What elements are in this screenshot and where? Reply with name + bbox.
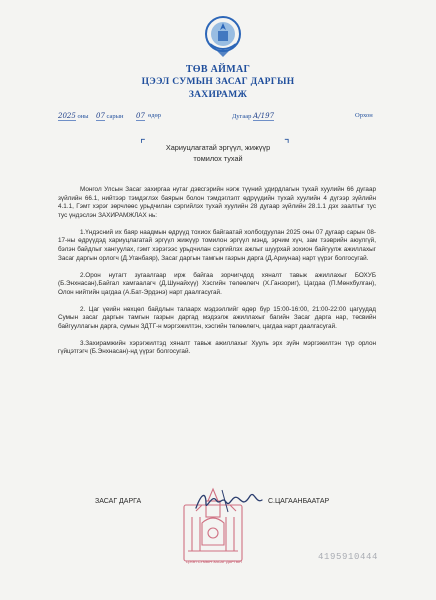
date-year-field [58, 112, 89, 121]
signatory-name: С.ЦАГААНБААТАР [268, 498, 330, 505]
signatory-title: ЗАСАГ ДАРГА [95, 498, 142, 505]
subject-bracket-left: ⌜ [140, 137, 146, 151]
body-item-1: 1.Үндэсний их баяр наадмын өдрүүд тохиох байгаатай холбогдуулан 2025 оны 07 дугаар сарын 08-17-ны өдрүүдэд хариуцлагатай эргүүл жижүүр томилон эргүүл мэнд, эрчим хүч, зам тээврийн аюулгүй, бэлэн байдлыг хангуулах, гэмт хэрэгээс урьдчилан сэргийлэх ажлыг шуурхай зохион байгуулж ажиллахыг Засаг даргын орлогч (Д.Уганбаяр), Засаг даргын тамгын газрын дарга (Д.Ариунаа) нарт үүрэг болгосугай. [58, 228, 376, 262]
body-item-4: 3.Захирамжийн хэрэгжилтэд хяналт тавьж ажиллахыг Хууль эрх зүйн мэргэжилтэн түр орлон гүйцэтгэгч (Б.Энхнасан)-нд үүрэг болгосугай. [58, 339, 376, 356]
document-place: Орхон [355, 112, 373, 119]
handwritten-signature-icon [192, 486, 266, 516]
subject-line-2: томилох тухай [193, 154, 243, 163]
serial-number: 4195910444 [318, 552, 379, 562]
seal-caption [186, 560, 242, 565]
seal-caption-line-1: ЦЭЭЛ СУМЫН ЗАСАГ ДАРГЫН [186, 560, 242, 564]
body-item-3: 2. Цаг үеийн нөхцөл байдлын талаарх мэдээллийг өдөр бүр 15:00-16:00, 21:00-22:00 цагуудад Сумын засаг даргын тамгын газрын даргад мэдээлж ажиллахыг багийн Засаг дарга нар, төсвийн байгууллагын дарга, сумын ЗДТГ-н мэргэжилтэн, хэсгийн төлөөлөгч, цагдаа нарт даалгасугай. [58, 305, 376, 330]
document-body [58, 186, 376, 365]
state-emblem-icon [204, 14, 242, 58]
office-name: ЦЭЭЛ СУМЫН ЗАСАГ ДАРГЫН [141, 77, 295, 87]
date-day-value: 07 [136, 112, 145, 120]
document-type: ЗАХИРАМЖ [188, 90, 248, 100]
subject-line-1: Хариуцлагатай эргүүл, жижүүр [165, 143, 271, 152]
date-month-suffix: сарын [106, 113, 124, 120]
document-number-value: А/197 [253, 112, 275, 120]
date-day-field [136, 112, 145, 121]
aimag-name: ТӨВ АЙМАГ [185, 64, 251, 75]
document-number-field [232, 112, 274, 121]
date-year-suffix: оны [77, 113, 89, 120]
date-month-value: 07 [96, 112, 105, 120]
date-day-suffix: өдөр [148, 112, 162, 119]
body-preamble: Монгол Улсын Засаг захиргаа нутаг дэвсгэрийн нэгж түүний удирдлагын тухай хуулийн 66 дугаар зүйлийн 66.1, нийтээр тэмдэглэх баярын болон тэмдэглэлт өдрүүдийн тухай хуулийн 4 дүгээр зүйлийн 4.1.1, Гэмт хэрэг зөрчлөөс урьдчилан сэргийлэх тухай хуулийн 28 дугаар зүйлийн 28.1.1 дэх заалтыг тус тус үндэслэн ЗАХИРАМЖЛАХ нь: [58, 186, 376, 219]
body-item-2: 2.Орон нутагт зугаалгаар ирж байгаа зорчигчдод хяналт тавьж ажиллахыг БОХУБ (Б.Энхнасан),Байгал хамгаалагч (Д.Шунайхүү) Хэсгийн төлөөлөгч (Х.Ганзориг), Цагдаа (П.Мөнхбулган), Олон нийтийн цагдаа (А.Бат-Эрдэнэ) нарт даалгасугай. [58, 271, 376, 296]
date-year-value: 2025 [58, 112, 76, 120]
subject-bracket-right: ⌝ [284, 137, 290, 151]
date-month-field [96, 112, 124, 121]
document-number-label: Дугаар [232, 113, 252, 120]
